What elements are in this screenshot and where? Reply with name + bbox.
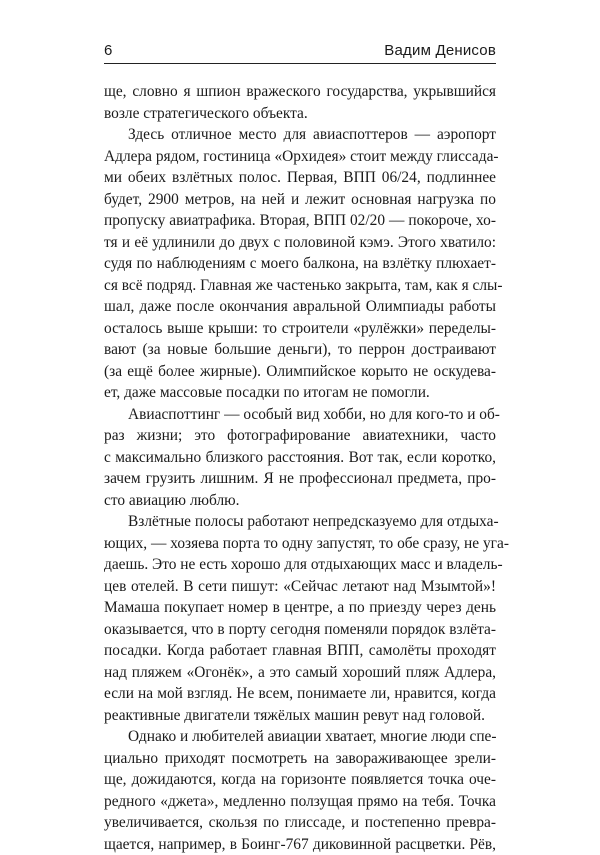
text-line: возле стратегического объекта. [104,103,496,125]
text-line: над пляжем «Огонёк», а это самый хороший пляж Адлера, [104,662,496,684]
text-line: ся всё подряд. Главная же частенько закрыта, там, как я слы- [104,275,496,297]
text-line: тя и её удлинили до двух с половиной кэмэ. Этого хватило: [104,232,496,254]
text-line: Взлётные полосы работают непредсказуемо для отдыха- [104,511,496,533]
text-line: вают (за новые большие деньги), то перрон достраивают [104,339,496,361]
text-line: ще, словно я шпион вражеского государства, укрывшийся [104,81,496,103]
text-line: пропуску авиатрафика. Вторая, ВПП 02/20 — покороче, хо- [104,210,496,232]
text-line: цев отелей. В сети пишут: «Сейчас летают над Мзымтой»! [104,576,496,598]
text-line: Здесь отличное место для авиаспоттеров — аэропорт [104,124,496,146]
text-line: реактивные двигатели тяжёлых машин ревут над головой. [104,705,496,727]
body-text [104,81,496,855]
text-line: осталось выше крыши: то строители «рулёжки» переделы- [104,318,496,340]
text-line: ми обеих взлётных полос. Первая, ВПП 06/24, подлиннее [104,167,496,189]
text-line: раз жизни; это фотографирование авиатехники, часто [104,425,496,447]
text-line: оказывается, что в порту сегодня поменяли порядок взлёта- [104,619,496,641]
paragraph [104,726,496,855]
text-line: Мамаша покупает номер в центре, а по приезду через день [104,597,496,619]
text-line: ющих, — хозяева порта то одну запустят, то обе сразу, не уга- [104,533,496,555]
text-line: увеличивается, скользя по глиссаде, и постепенно превра- [104,812,496,834]
text-line: Адлера рядом, гостиница «Орхидея» стоит между глиссада- [104,146,496,168]
text-line: сто авиацию люблю. [104,490,496,512]
text-line: зачем грузить лишним. Я не профессионал предмета, про- [104,468,496,490]
text-line: с максимально близкого расстояния. Вот так, если коротко, [104,447,496,469]
text-line: если на мой взгляд. Не всем, понимаете ли, нравится, когда [104,683,496,705]
paragraph [104,404,496,512]
text-line: будет, 2900 метров, на ней и лежит основная нагрузка по [104,189,496,211]
text-line: Однако и любителей авиации хватает, многие люди спе- [104,726,496,748]
text-line: ет, даже массовые посадки по итогам не помогли. [104,382,496,404]
text-line: шал, даже после окончания авральной Олимпиады работы [104,296,496,318]
text-line: посадки. Когда работает главная ВПП, самолёты проходят [104,640,496,662]
running-title: Вадим Денисов [384,42,496,59]
text-line: редного «джета», медленно ползущая прямо на тебя. Точка [104,791,496,813]
text-line: щается, например, в Боинг-767 диковинной расцветки. Рёв, [104,834,496,855]
text-line: даешь. Это не есть хорошо для отдыхающих масс и владель- [104,554,496,576]
text-line: (за ещё более жирные). Олимпийское корыто не оскудева- [104,361,496,383]
paragraph [104,124,496,404]
paragraph [104,81,496,124]
text-line: циально приходят посмотреть на завораживающее зрели- [104,748,496,770]
paragraph [104,511,496,726]
text-line: Авиаспоттинг — особый вид хобби, но для кого-то и об- [104,404,496,426]
text-line: судя по наблюдениям с моего балкона, на взлётку плюхает- [104,253,496,275]
running-head [104,40,496,64]
page-number: 6 [104,42,113,59]
text-line: ще, дожидаются, когда на горизонте появляется точка оче- [104,769,496,791]
